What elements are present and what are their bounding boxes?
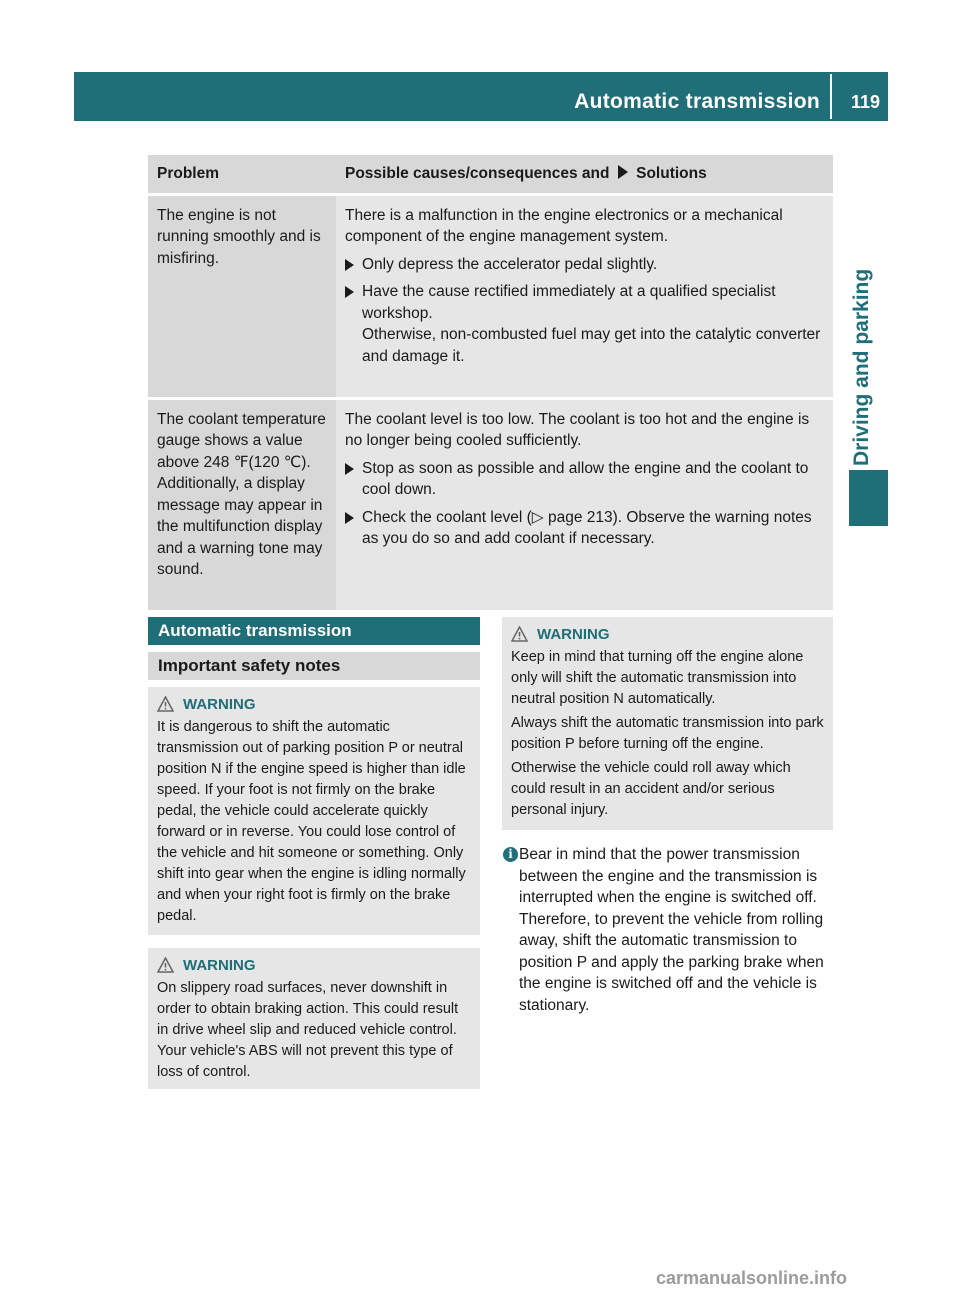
step-item (345, 507, 824, 550)
problem-text-extra: Additionally, a display message may appear in the multifunction display and a warning tone may sound. (157, 475, 323, 578)
warning-icon (157, 696, 174, 712)
warning-icon (157, 957, 174, 973)
cause-text: The coolant level is too low. The coolant is too hot and the engine is no longer being cooled sufficiently. (345, 410, 810, 449)
table-header-row (148, 155, 833, 194)
side-tab-marker (849, 470, 888, 526)
header-title: Automatic transmission (574, 90, 820, 113)
watermark: carmanualsonline.info (656, 1268, 848, 1288)
warning-title (157, 956, 472, 974)
solution-cell (336, 398, 833, 610)
subsection-heading: Important safety notes (148, 652, 480, 680)
info-text: Bear in mind that the power transmission between the engine and the transmission is interrupted when the engine is switched off. Therefore, to prevent the vehicle from rolling away, shift the automatic transmission to position P and apply the parking brake when the engine is switched off and the vehicle is stationary. (519, 846, 824, 1014)
page-header (74, 72, 888, 121)
warning-text: It is dangerous to shift the automatic transmission out of parking position P or neutral position N if the engine speed is higher than idle speed. If your foot is not firmly on the brake pedal, the vehicle could accelerate quickly forward or in reverse. You could lose control of the vehicle and hit someone or something. Only shift into gear when the engine is idling normally and when your right foot is firmly on the brake pedal. (157, 719, 466, 924)
warning-paragraph: Always shift the automatic transmission into park position P before turning off the engine. (511, 715, 824, 752)
solution-cell (336, 194, 833, 398)
warning-box (148, 687, 480, 935)
arrow-right-icon (345, 286, 354, 298)
column-header-solutions (336, 155, 833, 194)
warning-label: WARNING (183, 956, 256, 974)
arrow-right-icon (618, 165, 628, 179)
warning-title (157, 695, 472, 713)
problem-cell: The engine is not running smoothly and is misfiring. (148, 194, 336, 398)
column-header-problem: Problem (148, 155, 336, 194)
step-text: Check the coolant level (▷ page 213). Observe the warning notes as you do so and add coolant if necessary. (362, 508, 812, 547)
header-divider (830, 74, 832, 119)
warning-label: WARNING (183, 695, 256, 713)
column-header-solutions-label: Solutions (636, 165, 707, 182)
step-text: Have the cause rectified immediately at a qualified specialist workshop. (362, 283, 776, 322)
warning-icon (511, 626, 528, 642)
arrow-right-icon (345, 512, 354, 524)
warning-paragraph: Keep in mind that turning off the engine alone only will shift the automatic transmission into neutral position N automatically. (511, 649, 804, 707)
step-text: Only depress the accelerator pedal slightly. (362, 255, 658, 273)
side-tab-label: Driving and parking (850, 268, 873, 466)
warning-text: On slippery road surfaces, never downshift in order to obtain braking action. This could result in drive wheel slip and reduced vehicle control. Your vehicle's ABS will not prevent this type of loss of control. (157, 980, 459, 1080)
step-item (345, 254, 824, 276)
problem-text: The coolant temperature gauge shows a value above 248 ℉(120 ℃). (157, 410, 326, 471)
problem-cell (148, 398, 336, 610)
table-row (148, 194, 833, 398)
warning-paragraph: Otherwise the vehicle could roll away which could result in an accident and/or serious personal injury. (511, 760, 791, 818)
info-icon: i (503, 847, 518, 862)
warning-box (502, 617, 833, 830)
step-text: Stop as soon as possible and allow the engine and the coolant to cool down. (362, 459, 809, 498)
warning-label: WARNING (537, 625, 610, 643)
warning-box (148, 948, 480, 1089)
step-item (345, 281, 824, 367)
table-row (148, 398, 833, 610)
step-note: Otherwise, non-combusted fuel may get into the catalytic converter and damage it. (362, 326, 821, 365)
problem-table (148, 155, 833, 610)
info-note (503, 844, 836, 1016)
arrow-right-icon (345, 259, 354, 271)
cause-text: There is a malfunction in the engine electronics or a mechanical component of the engine management system. (345, 206, 783, 245)
step-item (345, 458, 824, 501)
page-number: 119 (850, 92, 880, 112)
arrow-right-icon (345, 463, 354, 475)
column-header-causes: Possible causes/consequences and (345, 165, 610, 182)
warning-title (511, 625, 825, 643)
section-heading: Automatic transmission (148, 617, 480, 645)
